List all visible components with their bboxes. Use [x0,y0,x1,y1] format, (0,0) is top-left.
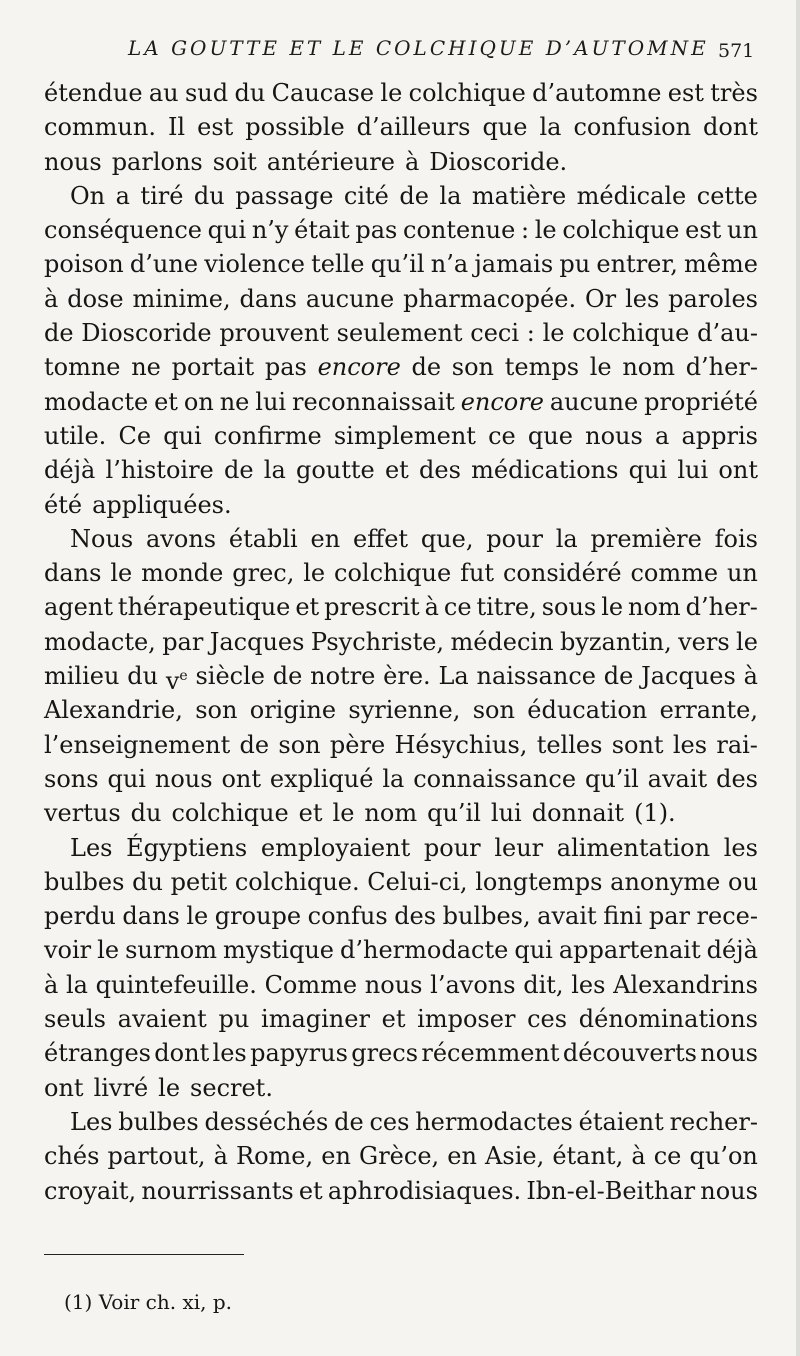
text-line: sons qui nous ont expliqué la connaissance qu’il avait des [44,764,758,793]
text-line: Alexandrie, son origine syrienne, son éducation errante, [44,696,758,725]
text-line: étendue au sud du Caucase le colchique d’automne est très [44,79,758,107]
text-line: Nous avons établi en effet que, pour la première fois [70,524,758,553]
text-line: modacte, par Jacques Psychriste, médecin byzantin, vers le [44,627,758,656]
text-line: tomne ne portait pas encore de son temps le nom d’her- [44,353,758,382]
text-line: déjà l’histoire de la goutte et des médications qui lui ont [44,456,758,485]
footnote: (1) Voir ch. xi, p. [64,1290,232,1314]
body-text [44,76,758,1208]
text-line: commun. Il est possible d’ailleurs que la confusion dont [44,113,758,142]
text-line: de Dioscoride prouvent seulement ceci : le colchique d’au- [44,319,758,348]
text-line: été appliquées. [44,490,232,519]
text-line: conséquence qui n’y était pas contenue : le colchique est un [44,216,758,245]
text-line: utile. Ce qui confirme simplement ce que nous a appris [44,421,758,450]
text-line: à la quintefeuille. Comme nous l’avons dit, les Alexandrins [44,970,758,999]
text-line: croyait, nourrissants et aphrodisiaques. Ibn-el-Beithar nous [44,1176,758,1205]
footnote-rule [44,1254,244,1255]
text-line: ont livré le secret. [44,1073,273,1102]
text-line: vertus du colchique et le nom qu’il lui donnait (1). [44,799,676,828]
text-line: étranges dont les papyrus grecs récemment découverts nous [44,1039,758,1068]
text-line: voir le surnom mystique d’hermodacte qui appartenait déjà [44,936,758,965]
text-line: Les Égyptiens employaient pour leur alimentation les [70,833,758,862]
page-header [0,36,800,66]
text-line: poison d’une violence telle qu’il n’a jamais pu entrer, même [44,250,758,279]
text-line: perdu dans le groupe confus des bulbes, avait fini par rece- [44,902,758,931]
text-line: seuls avaient pu imaginer et imposer ces dénominations [44,1005,758,1034]
text-line: nous parlons soit antérieure à Dioscoride. [44,147,568,176]
page-number: 571 [718,40,755,62]
text-line: à dose minime, dans aucune pharmacopée. Or les paroles [44,284,758,313]
text-line: chés partout, à Rome, en Grèce, en Asie, étant, à ce qu’on [44,1142,758,1171]
text-line: On a tiré du passage cité de la matière médicale cette [70,181,758,210]
text-line: Les bulbes desséchés de ces hermodactes étaient recher- [70,1107,758,1136]
text-line: l’enseignement de son père Hésychius, telles sont les rai- [44,730,758,759]
running-title: LA GOUTTE ET LE COLCHIQUE D’AUTOMNE [128,36,709,60]
text-line: milieu du $v^e$ siècle de notre ère. La naissance de Jacques à [44,662,758,696]
text-line: bulbes du petit colchique. Celui-ci, longtemps anonyme ou [44,867,758,896]
text-line: dans le monde grec, le colchique fut considéré comme un [44,559,758,588]
text-line: modacte et on ne lui reconnaissait encore aucune propriété [44,387,758,416]
text-line: agent thérapeutique et prescrit à ce titre, sous le nom d’her- [44,593,758,622]
